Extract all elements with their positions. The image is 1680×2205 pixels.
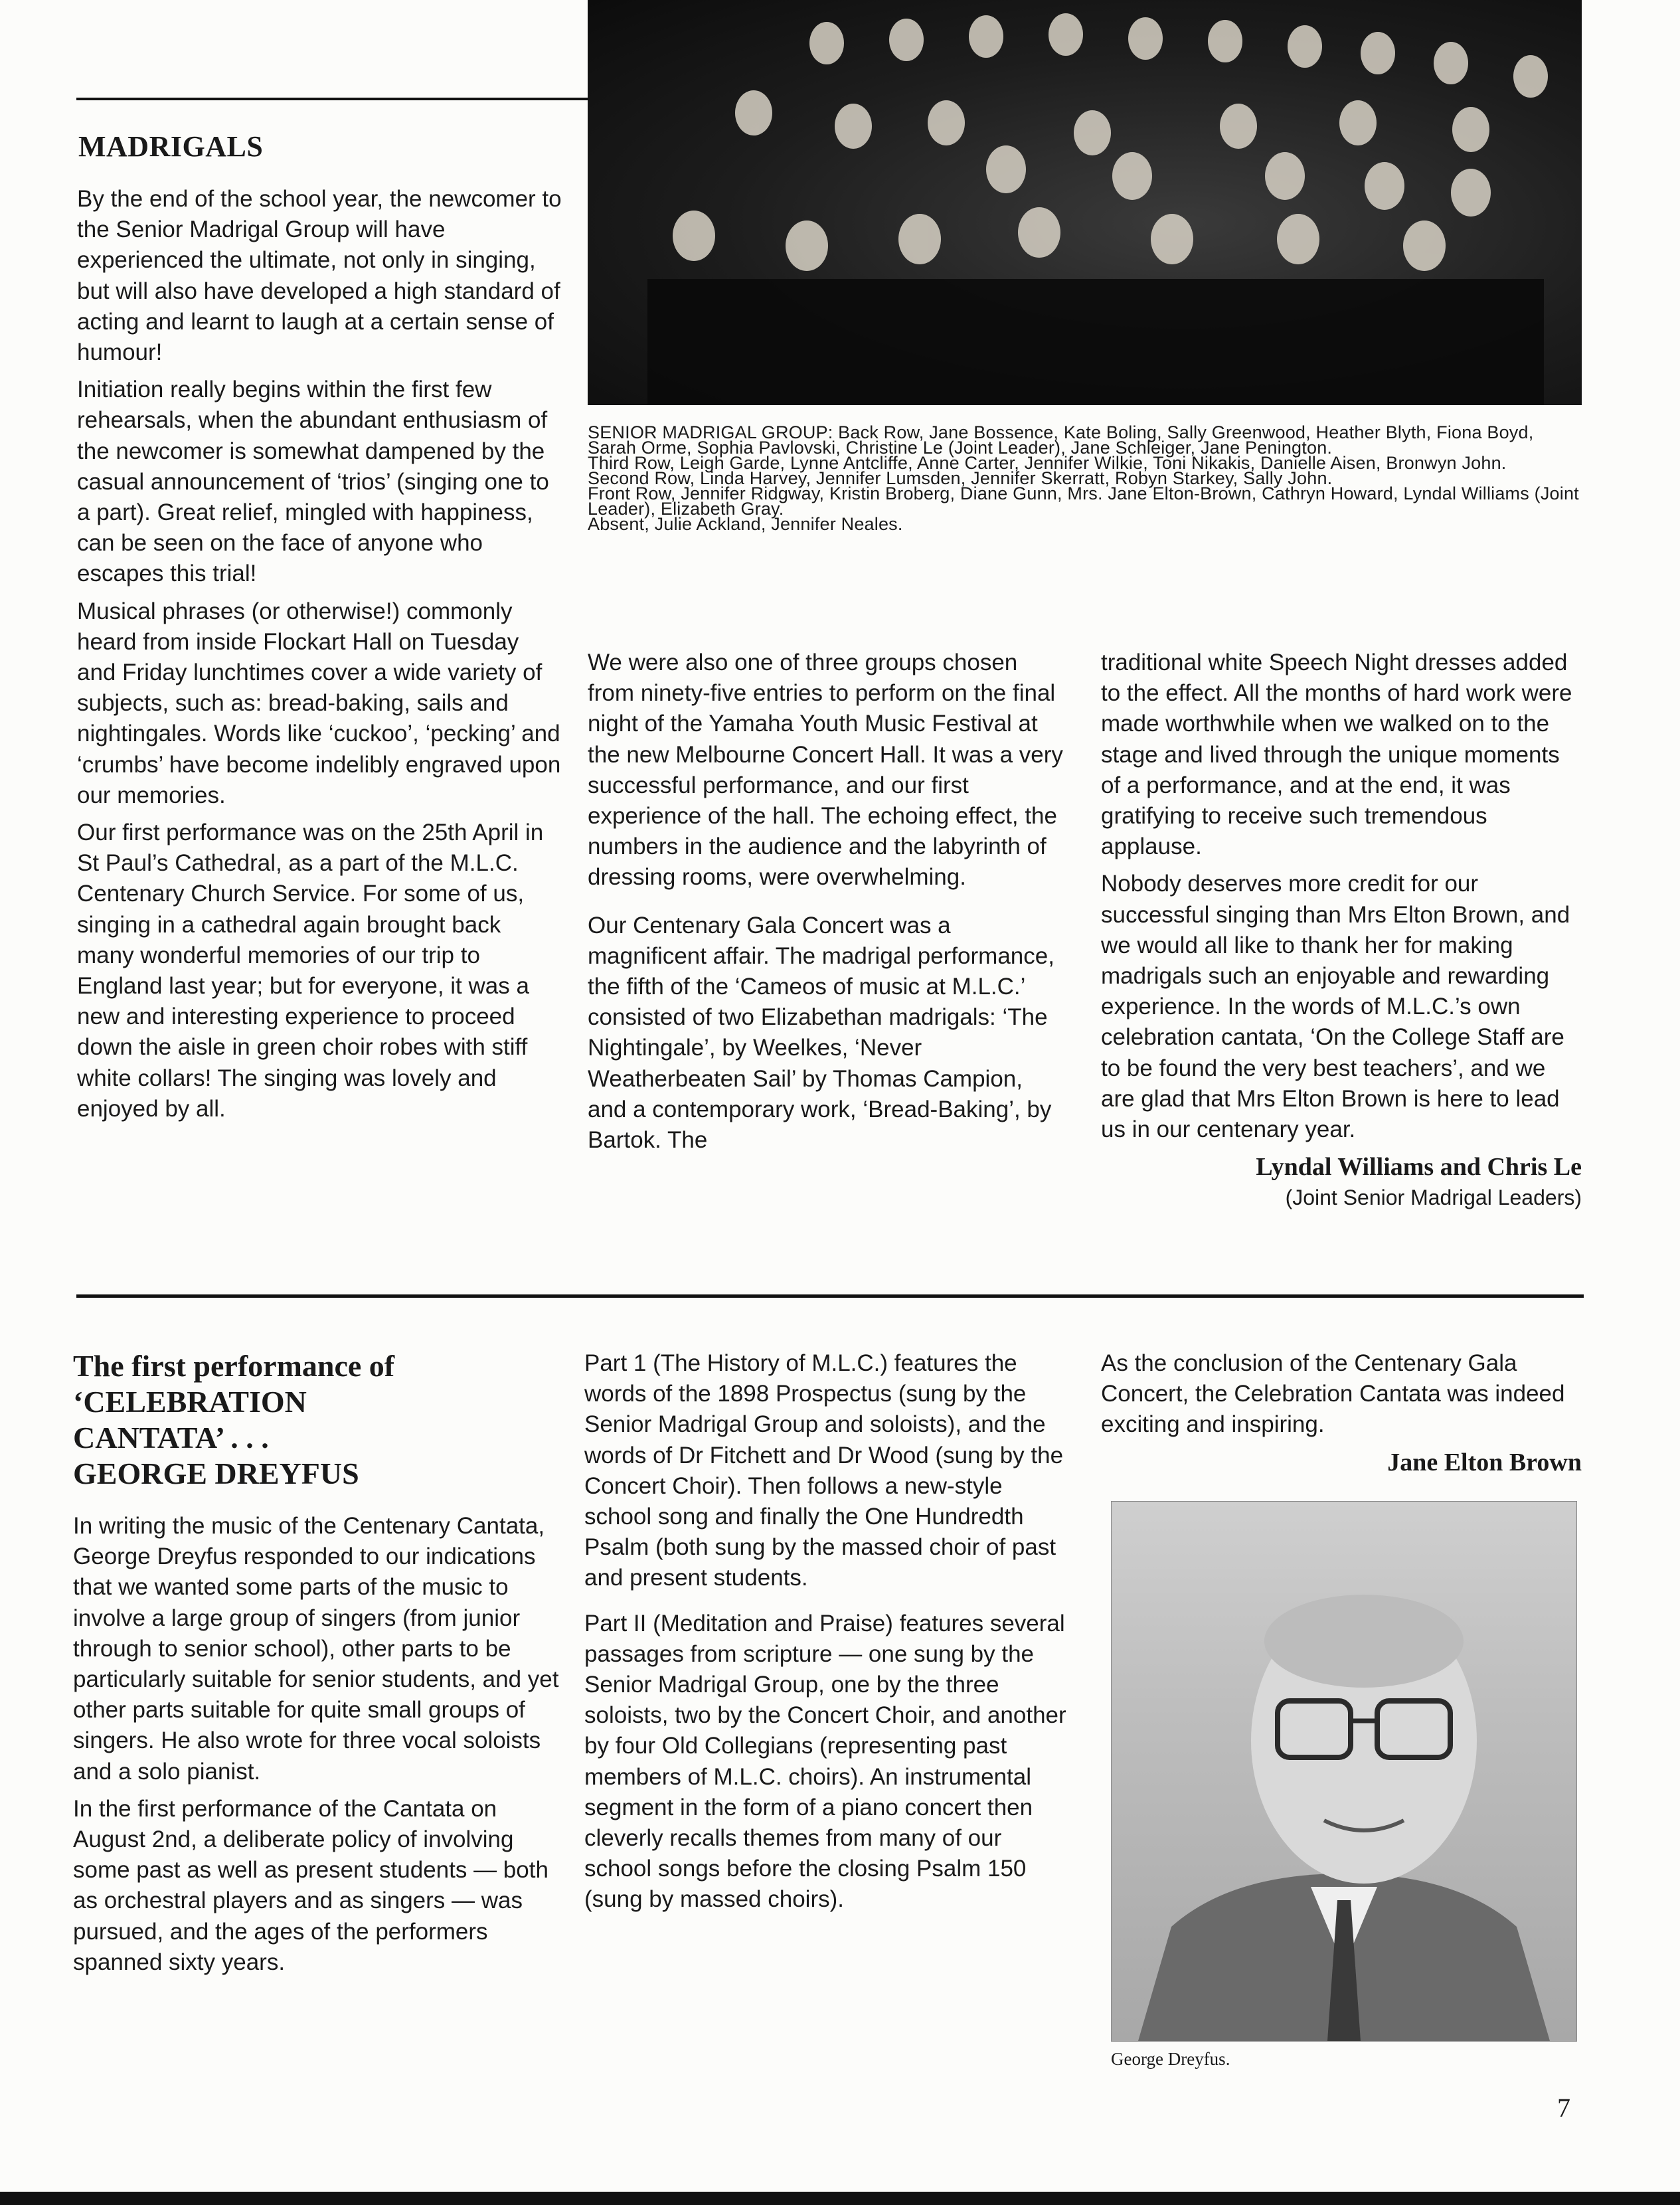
cantata-paragraph: In writing the music of the Centenary Cantata, George Dreyfus responded to our indications that we wanted some parts of the music to involve a large group of singers (from junior through to senior school), other parts to be particularly suitable for senior students, and yet other parts suitable for quite small groups of singers. He also wrote for three vocal soloists and a solo pianist. <box>73 1513 559 1785</box>
madrigal-photo-caption <box>588 422 1582 534</box>
cantata-signature: Jane Elton Brown <box>1387 1448 1582 1476</box>
madrigals-paragraph: Our Centenary Gala Concert was a magnificent affair. The madrigal performance, the fifth of the ‘Cameos of music at M.L.C.’ consisted of two Elizabethan madrigals: ‘The Nightingale’, by Weelkes, ‘Never Weatherbeaten Sail’ by Thomas Campion, and a contemporary work, ‘Bread-Baking’, by Bartok. The <box>588 912 1054 1154</box>
cantata-column-2 <box>584 1348 1069 1922</box>
cantata-heading-line: ‘CELEBRATION <box>73 1385 307 1419</box>
caption-front-row: Front Row, Jennifer Ridgway, Kristin Broberg, Diane Gunn, Mrs. Jane Elton-Brown, Cathryn Howard, Lyndal Williams (Joint Leader), Elizabeth Gray. <box>588 484 1579 519</box>
top-left-rule <box>76 98 588 100</box>
cantata-paragraph: Part 1 (The History of M.L.C.) features the words of the 1898 Prospectus (sung by the Senior Madrigal Group and soloists), and the words of Dr Fitchett and Dr Wood (sung by the Concert Choir). Then follows a new-style school song and finally the One Hundredth Psalm (both sung by the massed choir of past and present students. <box>584 1350 1064 1591</box>
bottom-edge-band <box>0 2192 1680 2205</box>
madrigals-paragraph: Initiation really begins within the first few rehearsals, when the abundant enthusiasm of the newcomer is somewhat dampened by the casual announcement of ‘trios’ (singing one to a part). Great relief, mingled with happiness, can be seen on the face of anyone who escapes this trial! <box>77 377 549 587</box>
george-dreyfus-portrait <box>1111 1501 1577 2042</box>
madrigals-signature-role: (Joint Senior Madrigal Leaders) <box>1285 1186 1582 1210</box>
madrigals-signature: Lyndal Williams and Chris Le <box>1256 1153 1582 1182</box>
cantata-heading-line: GEORGE DREYFUS <box>73 1456 359 1490</box>
cantata-paragraph: In the first performance of the Cantata on August 2nd, a deliberate policy of involving some past as well as present students — both as orchestral players and as singers — was pursued, and the ages of the performers spanned sixty years. <box>73 1795 548 1975</box>
cantata-column-1 <box>73 1511 561 1985</box>
madrigals-paragraph: We were also one of three groups chosen from ninety-five entries to perform on the final night of the Yamaha Youth Music Festival at the new Melbourne Concert Hall. It was a very successful performance, and our first experience of the hall. The echoing effect, the numbers in the audience and the labyrinth of dressing rooms, were overwhelming. <box>588 650 1063 891</box>
madrigals-paragraph: Our first performance was on the 25th April in St Paul’s Cathedral, as a part of the M.L.C. Centenary Church Service. For some of us, singing in a cathedral again brought back many wonderful memories of our trip to England last year; but for everyone, it was a new and interesting experience to proceed down the aisle in green choir robes with stiff white collars! The singing was lovely and enjoyed by all. <box>77 820 544 1122</box>
page-number: 7 <box>1557 2093 1570 2123</box>
section-divider <box>76 1294 1584 1298</box>
madrigals-column-2 <box>588 648 1066 1162</box>
cantata-heading-line: The first performance of <box>73 1349 395 1383</box>
caption-second-row: Second Row, Linda Harvey, Jennifer Lumsden, Jennifer Skerratt, Robyn Starkey, Sally John. <box>588 468 1333 488</box>
madrigal-group-photo <box>588 0 1582 405</box>
madrigals-paragraph: Musical phrases (or otherwise!) commonly heard from inside Flockart Hall on Tuesday and Friday lunchtimes cover a wide variety of subjects, such as: bread-baking, sails and nightingales. Words like ‘cuckoo’, ‘pecking’ and ‘crumbs’ have become indelibly engraved upon our memories. <box>77 598 561 808</box>
cantata-conclusion: As the conclusion of the Centenary Gala Concert, the Celebration Cantata was indeed exciting and inspiring. <box>1101 1350 1565 1438</box>
madrigals-heading: MADRIGALS <box>78 130 264 163</box>
caption-third-row: Third Row, Leigh Garde, Lynne Antcliffe, Anne Carter, Jennifer Wilkie, Toni Nikakis, Danielle Aisen, Bronwyn John. <box>588 453 1507 473</box>
madrigals-column-3 <box>1101 648 1582 1213</box>
cantata-heading-line: CANTATA’ . . . <box>73 1421 269 1455</box>
cantata-heading <box>73 1348 394 1492</box>
caption-back-row: SENIOR MADRIGAL GROUP: Back Row, Jane Bossence, Kate Boling, Sally Greenwood, Heather Blyth, Fiona Boyd, Sarah Orme, Sophia Pavlovski, Christine Le (Joint Leader), Jane Schleiger, Jane Penington. <box>588 422 1534 458</box>
cantata-column-3 <box>1101 1348 1582 1478</box>
cantata-paragraph: Part II (Meditation and Praise) features several passages from scripture — one sung by the Senior Madrigal Group, one by the three soloists, two by the Concert Choir, and another by four Old Collegians (representing past members of M.L.C. choirs). An instrumental segment in the form of a piano concert then cleverly recalls themes from many of our school songs before the closing Psalm 150 (sung by massed choirs). <box>584 1610 1066 1913</box>
madrigals-column-1 <box>77 184 562 1131</box>
madrigals-paragraph: By the end of the school year, the newcomer to the Senior Madrigal Group will have experienced the ultimate, not only in singing, but will also have developed a high standard of acting and learnt to laugh at a certain sense of humour! <box>77 186 562 366</box>
portrait-caption: George Dreyfus. <box>1111 2049 1230 2069</box>
caption-absent: Absent, Julie Ackland, Jennifer Neales. <box>588 514 903 534</box>
madrigals-paragraph: traditional white Speech Night dresses added to the effect. All the months of hard work were made worthwhile when we walked on to the stage and lived through the unique moments of a performance, and at the end, it was gratifying to receive such tremendous applause. <box>1101 650 1572 860</box>
madrigals-paragraph: Nobody deserves more credit for our successful singing than Mrs Elton Brown, and we would all like to thank her for making madrigals such an enjoyable and rewarding experience. In the words of M.L.C.’s own celebration cantata, ‘On the College Staff are to be found the very best teachers’, and we are glad that Mrs Elton Brown is here to lead us in our centenary year. <box>1101 871 1570 1143</box>
